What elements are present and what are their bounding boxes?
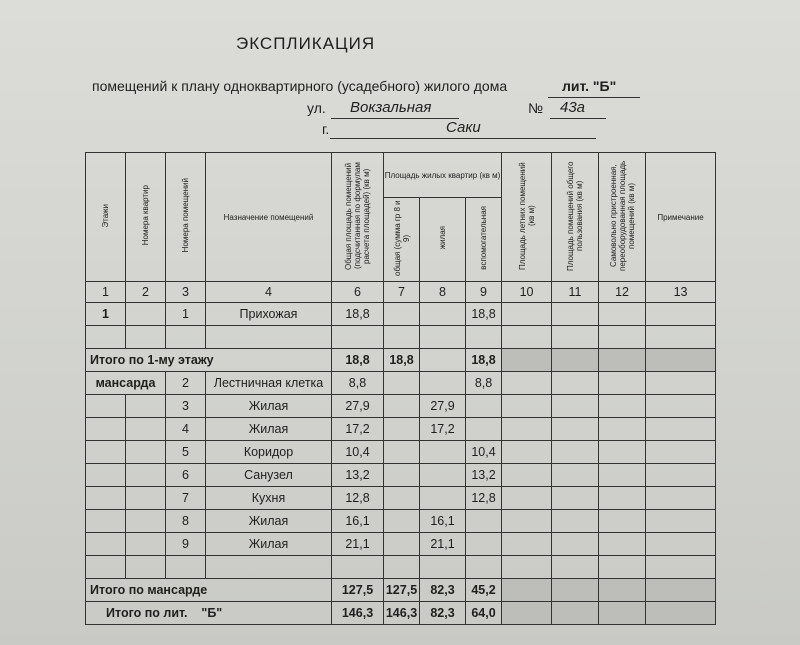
- cell-aux: 12,8: [466, 487, 502, 510]
- cell-total: 127,5: [332, 579, 384, 602]
- cell-total: 17,2: [332, 418, 384, 441]
- cell-room: 2: [166, 372, 206, 395]
- cell-name: Жилая: [206, 510, 332, 533]
- attic-total-row: [86, 579, 716, 602]
- cell-aux: 45,2: [466, 579, 502, 602]
- header-room-numbers: Номера помещений: [166, 153, 206, 282]
- header-auxiliary: вспомогательная: [466, 198, 502, 282]
- cell-aux: 8,8: [466, 372, 502, 395]
- header-self-built: Самовольно пристроенная, переоборудованная площадь помещений (кв м): [599, 153, 646, 282]
- header-purpose: Назначение помещений: [206, 153, 332, 282]
- cell-living: [420, 464, 466, 487]
- lit-underline: [548, 97, 640, 98]
- cell-aux: 18,8: [466, 303, 502, 326]
- table-row: [86, 464, 716, 487]
- street-value: Вокзальная: [350, 99, 432, 116]
- cell-sum: [384, 303, 420, 326]
- header-total-area: Общая площадь помещений (подсчитанная по формулам расчета площадей) (кв м): [332, 153, 384, 282]
- table-row-blank: [86, 326, 716, 349]
- cell-living: 16,1: [420, 510, 466, 533]
- cell-living: [420, 349, 466, 372]
- colnum: 9: [466, 282, 502, 303]
- city-underline: [330, 138, 596, 139]
- cell-total: 27,9: [332, 395, 384, 418]
- number-label: №: [528, 100, 544, 116]
- cell-aux: [466, 395, 502, 418]
- cell-sum: 18,8: [384, 349, 420, 372]
- explication-table: [85, 152, 716, 625]
- floor1-total-label: Итого по 1-му этажу: [86, 349, 332, 372]
- cell-aux: [466, 533, 502, 556]
- cell-total: 12,8: [332, 487, 384, 510]
- header-living: жилая: [420, 198, 466, 282]
- cell-room: 7: [166, 487, 206, 510]
- cell-living: [420, 303, 466, 326]
- cell-living: 17,2: [420, 418, 466, 441]
- cell-total: 18,8: [332, 303, 384, 326]
- cell-living: 82,3: [420, 602, 466, 625]
- cell-room: 9: [166, 533, 206, 556]
- table-row: [86, 510, 716, 533]
- lit-label: лит. "Б": [562, 78, 617, 94]
- cell-aux: 13,2: [466, 464, 502, 487]
- cell-living: 21,1: [420, 533, 466, 556]
- header-floors: Этажи: [86, 153, 126, 282]
- header-living-area-group: Площадь жилых квартир (кв м): [384, 153, 502, 198]
- cell-aux: [466, 418, 502, 441]
- cell-room: 6: [166, 464, 206, 487]
- lit-total-label: Итого по лит. "Б": [86, 602, 332, 625]
- cell-empty: [552, 303, 599, 326]
- header-summer: Площадь летних помещений (кв м): [502, 153, 552, 282]
- cell-total: 18,8: [332, 349, 384, 372]
- city-value: Саки: [446, 119, 481, 136]
- cell-living: 27,9: [420, 395, 466, 418]
- table-row: [86, 487, 716, 510]
- street-label: ул.: [307, 100, 326, 116]
- lit-total-row: [86, 602, 716, 625]
- cell-total: 21,1: [332, 533, 384, 556]
- colnum: 2: [126, 282, 166, 303]
- header-total-sum: общая (сумма гр 8 и 9): [384, 198, 420, 282]
- cell-aux: [466, 510, 502, 533]
- document-title: ЭКСПЛИКАЦИЯ: [236, 34, 376, 53]
- attic-total-label: Итого по мансарде: [86, 579, 332, 602]
- cell-total: 13,2: [332, 464, 384, 487]
- floor1-total-row: [86, 349, 716, 372]
- cell-room: 8: [166, 510, 206, 533]
- cell-room: 4: [166, 418, 206, 441]
- cell-name: Прихожая: [206, 303, 332, 326]
- cell-apt: [126, 303, 166, 326]
- cell-room: 5: [166, 441, 206, 464]
- cell-living: 82,3: [420, 579, 466, 602]
- header-apt-numbers: Номера квартир: [126, 153, 166, 282]
- city-label: г.: [322, 121, 330, 137]
- cell-name: Лестничная клетка: [206, 372, 332, 395]
- cell-name: Жилая: [206, 533, 332, 556]
- cell-living: [420, 441, 466, 464]
- header-common-use: Площадь помещений общего пользования (кв м): [552, 153, 599, 282]
- cell-room: 3: [166, 395, 206, 418]
- table-row: [86, 372, 716, 395]
- cell-name: Санузел: [206, 464, 332, 487]
- colnum: 11: [552, 282, 599, 303]
- colnum: 1: [86, 282, 126, 303]
- table-row-blank: [86, 556, 716, 579]
- cell-name: Кухня: [206, 487, 332, 510]
- cell-floor: мансарда: [86, 372, 166, 395]
- table-row: [86, 303, 716, 326]
- cell-living: [420, 487, 466, 510]
- cell-name: Жилая: [206, 395, 332, 418]
- cell-empty: [599, 303, 646, 326]
- colnum: 13: [646, 282, 716, 303]
- cell-sum: 146,3: [384, 602, 420, 625]
- column-number-row: [86, 282, 716, 303]
- cell-sum: 127,5: [384, 579, 420, 602]
- colnum: 6: [332, 282, 384, 303]
- cell-total: 10,4: [332, 441, 384, 464]
- number-value: 43а: [560, 99, 586, 116]
- cell-empty: [646, 303, 716, 326]
- number-underline: [550, 118, 606, 119]
- table-row: [86, 441, 716, 464]
- cell-total: 8,8: [332, 372, 384, 395]
- cell-floor: 1: [86, 303, 126, 326]
- cell-total: 146,3: [332, 602, 384, 625]
- street-underline: [331, 118, 459, 119]
- cell-room: 1: [166, 303, 206, 326]
- cell-aux: 64,0: [466, 602, 502, 625]
- cell-empty: [502, 303, 552, 326]
- table-row: [86, 395, 716, 418]
- table-row: [86, 418, 716, 441]
- cell-living: [420, 372, 466, 395]
- cell-name: Жилая: [206, 418, 332, 441]
- cell-aux: 18,8: [466, 349, 502, 372]
- cell-aux: 10,4: [466, 441, 502, 464]
- cell-total: 16,1: [332, 510, 384, 533]
- colnum: 8: [420, 282, 466, 303]
- table-row: [86, 533, 716, 556]
- document-subtitle: помещений к плану одноквартирного (усадебного) жилого дома: [92, 78, 508, 94]
- cell-name: Коридор: [206, 441, 332, 464]
- header-note: Примечание: [646, 153, 716, 282]
- colnum: 12: [599, 282, 646, 303]
- colnum: 10: [502, 282, 552, 303]
- colnum: 7: [384, 282, 420, 303]
- colnum: 3: [166, 282, 206, 303]
- colnum: 4: [206, 282, 332, 303]
